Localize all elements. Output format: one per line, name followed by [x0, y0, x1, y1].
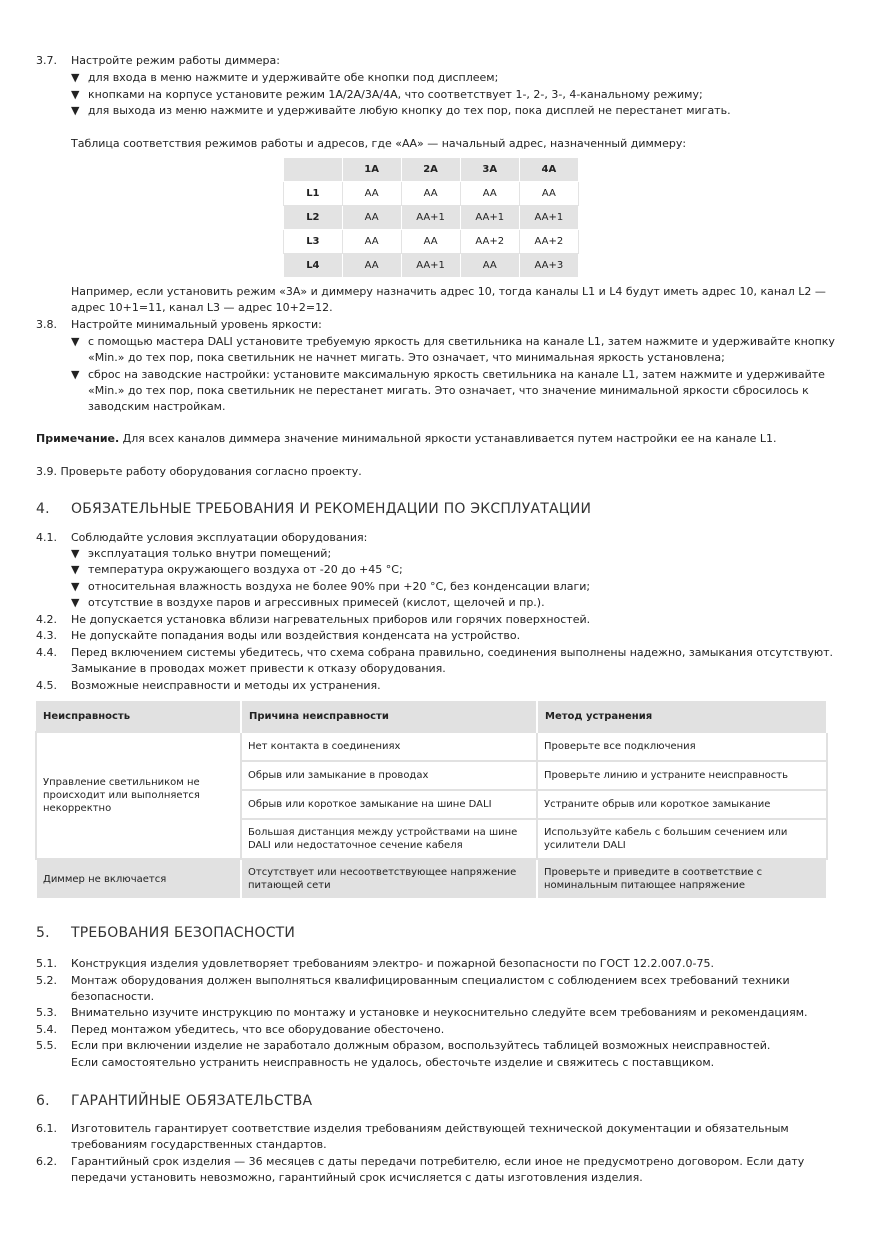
item-text: Изготовитель гарантирует соответствие изделия требованиям действующей технической документации и обязательным	[71, 1122, 789, 1135]
table-cell: AA	[342, 254, 401, 278]
section-title: ТРЕБОВАНИЯ БЕЗОПАСНОСТИ	[71, 925, 296, 941]
item-number: 4.3.	[36, 629, 57, 642]
item-number: 3.8.	[36, 318, 57, 331]
item-text: Монтаж оборудования должен выполняться квалифицированным специалистом с соблюдением всех требований техники	[71, 974, 790, 987]
item-number: 5.3.	[36, 1006, 57, 1019]
bullet-text: температура окружающего воздуха от -20 до +45 °С;	[88, 563, 403, 576]
bullet-text: «Min.» до тех пор, пока светильник не начнет мигать. Это означает, что минимальная яркость установлена;	[88, 351, 725, 364]
table-header-cell: Причина неисправности	[241, 701, 537, 732]
triangle-bullet-icon: ▼	[71, 580, 80, 593]
mode-address-table	[283, 157, 579, 278]
cause-cell: Нет контакта в соединениях	[241, 732, 537, 761]
item-text: Замыкание в проводах может привести к отказу оборудования.	[71, 662, 446, 675]
bullet-text: для выхода из меню нажмите и удерживайте любую кнопку до тех пор, пока дисплей не перестанет мигать.	[88, 104, 731, 117]
triangle-bullet-icon: ▼	[71, 547, 80, 560]
table-cell: AA+1	[401, 254, 460, 278]
bullet-text: с помощью мастера DALI установите требуемую яркость для светильника на канале L1, затем нажмите и удерживайте кнопку	[88, 335, 835, 348]
table-header-row	[36, 701, 827, 732]
item-number: 6.2.	[36, 1155, 57, 1168]
item-3-9: 3.9. Проверьте работу оборудования согласно проекту.	[36, 465, 362, 478]
table-cell: AA+2	[460, 230, 519, 254]
triangle-bullet-icon: ▼	[71, 596, 80, 609]
table-header-cell: Неисправность	[36, 701, 241, 732]
fix-cell: Устраните обрыв или короткое замыкание	[537, 790, 827, 819]
triangle-bullet-icon: ▼	[71, 71, 80, 84]
table-cell: 3A	[460, 158, 519, 182]
section-title: ОБЯЗАТЕЛЬНЫЕ ТРЕБОВАНИЯ И РЕКОМЕНДАЦИИ ПО ЭКСПЛУАТАЦИИ	[71, 501, 592, 517]
item-text: Не допускается установка вблизи нагревательных приборов или горячих поверхностей.	[71, 613, 591, 626]
fault-cell: Диммер не включается	[36, 859, 241, 899]
example-text: Например, если установить режим «3А» и диммеру назначить адрес 10, тогда каналы L1 и L4 будут иметь адрес 10, канал L2 —	[71, 285, 826, 298]
table-cell: AA+1	[460, 206, 519, 230]
cause-cell: Обрыв или короткое замыкание на шине DALI	[241, 790, 537, 819]
table-cell: AA+1	[519, 206, 578, 230]
note	[36, 431, 777, 447]
table-cell: AA	[342, 206, 401, 230]
item-number: 4.5.	[36, 679, 57, 692]
note-label: Примечание.	[36, 432, 120, 445]
table-cell: 4A	[519, 158, 578, 182]
item-text: передачи установить невозможно, гарантийный срок исчисляется с даты изготовления изделия.	[71, 1171, 643, 1184]
fix-cell: Проверьте линию и устраните неисправность	[537, 761, 827, 790]
item-text: Настройте минимальный уровень яркости:	[71, 318, 322, 331]
item-text: Не допускайте попадания воды или воздействия конденсата на устройство.	[71, 629, 521, 642]
bullet-text: эксплуатация только внутри помещений;	[88, 547, 332, 560]
table-cell: AA	[519, 182, 578, 206]
section-number: 6.	[36, 1093, 50, 1109]
bullet-text: заводским настройкам.	[88, 400, 226, 413]
table-cell: L2	[284, 206, 343, 230]
table-cell: AA+2	[519, 230, 578, 254]
table-row	[284, 206, 579, 230]
table-cell: L4	[284, 254, 343, 278]
cause-cell: Отсутствует или несоответствующее напряжение питающей сети	[241, 859, 537, 899]
triangle-bullet-icon: ▼	[71, 335, 80, 348]
section-title: ГАРАНТИЙНЫЕ ОБЯЗАТЕЛЬСТВА	[71, 1093, 313, 1109]
table-row	[284, 254, 579, 278]
item-text: Гарантийный срок изделия — 36 месяцев с даты передачи потребителю, если иное не предусмотрено договором. Если дату	[71, 1155, 805, 1168]
item-text: Соблюдайте условия эксплуатации оборудования:	[71, 531, 368, 544]
fault-cell: Управление светильником не происходит или выполняется некорректно	[36, 732, 241, 859]
item-number: 5.2.	[36, 974, 57, 987]
table-cell	[284, 158, 343, 182]
note-text: Для всех каналов диммера значение минимальной яркости устанавливается путем настройки ее на канале L1.	[119, 432, 777, 445]
section-number: 5.	[36, 925, 50, 941]
fix-cell: Проверьте и приведите в соответствие с номинальным питающее напряжение	[537, 859, 827, 899]
table-row	[36, 732, 827, 761]
item-text: Конструкция изделия удовлетворяет требованиям электро- и пожарной безопасности по ГОСТ 12.2.007.0-75.	[71, 957, 714, 970]
item-number: 5.4.	[36, 1023, 57, 1036]
table-cell: AA	[401, 182, 460, 206]
bullet-text: сброс на заводские настройки: установите максимальную яркость светильника на канале L1, затем нажмите и удерживайте	[88, 368, 825, 381]
item-text: Если самостоятельно устранить неисправность не удалось, обесточьте изделие и свяжитесь с поставщиком.	[71, 1056, 715, 1069]
item-text: Если при включении изделие не заработало должным образом, воспользуйтесь таблицей возможных неисправностей.	[71, 1039, 771, 1052]
example-text: адрес 10+1=11, канал L3 — адрес 10+2=12.	[71, 301, 333, 314]
table-header-cell: Метод устранения	[537, 701, 827, 732]
item-number: 3.7.	[36, 54, 57, 67]
item-number: 4.4.	[36, 646, 57, 659]
bullet-text: кнопками на корпусе установите режим 1А/2А/3А/4А, что соответствует 1-, 2-, 3-, 4-канальному режиму;	[88, 88, 703, 101]
item-number: 6.1.	[36, 1122, 57, 1135]
table-cell: AA	[342, 230, 401, 254]
table-cell: AA	[401, 230, 460, 254]
faults-table	[35, 701, 828, 900]
item-text: Перед включением системы убедитесь, что схема собрана правильно, соединения выполнены надежно, замыкания отсутствуют.	[71, 646, 834, 659]
item-number: 4.1.	[36, 531, 57, 544]
cause-cell: Большая дистанция между устройствами на шине DALI или недостаточное сечение кабеля	[241, 819, 537, 859]
table-header-row	[284, 158, 579, 182]
item-number: 4.2.	[36, 613, 57, 626]
item-text: безопасности.	[71, 990, 155, 1003]
bullet-text: для входа в меню нажмите и удерживайте обе кнопки под дисплеем;	[88, 71, 499, 84]
triangle-bullet-icon: ▼	[71, 368, 80, 381]
table-cell: AA+3	[519, 254, 578, 278]
table-cell: L1	[284, 182, 343, 206]
fix-cell: Используйте кабель с большим сечением или усилители DALI	[537, 819, 827, 859]
fix-cell: Проверьте все подключения	[537, 732, 827, 761]
table-cell: L3	[284, 230, 343, 254]
table-row	[36, 859, 827, 899]
item-text: Настройте режим работы диммера:	[71, 54, 280, 67]
table-cell: AA	[342, 182, 401, 206]
section-number: 4.	[36, 501, 50, 517]
item-text: Перед монтажом убедитесь, что все оборудование обесточено.	[71, 1023, 445, 1036]
item-text: Внимательно изучите инструкцию по монтажу и установке и неукоснительно следуйте всем требованиям и рекомендациям.	[71, 1006, 808, 1019]
table-cell: AA	[460, 254, 519, 278]
table-cell: AA+1	[401, 206, 460, 230]
table-row	[284, 230, 579, 254]
bullet-text: «Min.» до тех пор, пока светильник не перестанет мигать. Это означает, что значение минимальной яркости сбросилось к	[88, 384, 809, 397]
triangle-bullet-icon: ▼	[71, 104, 80, 117]
bullet-text: отсутствие в воздухе паров и агрессивных примесей (кислот, щелочей и пр.).	[88, 596, 545, 609]
item-text: требованиям государственных стандартов.	[71, 1138, 327, 1151]
cause-cell: Обрыв или замыкание в проводах	[241, 761, 537, 790]
table-cell: AA	[460, 182, 519, 206]
item-text: Возможные неисправности и методы их устранения.	[71, 679, 381, 692]
table-row	[284, 182, 579, 206]
item-number: 5.1.	[36, 957, 57, 970]
table-caption-text: Таблица соответствия режимов работы и адресов, где «АА» — начальный адрес, назначенный диммеру:	[71, 137, 687, 150]
bullet-text: относительная влажность воздуха не более 90% при +20 °С, без конденсации влаги;	[88, 580, 591, 593]
table-cell: 1A	[342, 158, 401, 182]
item-number: 5.5.	[36, 1039, 57, 1052]
table-cell: 2A	[401, 158, 460, 182]
triangle-bullet-icon: ▼	[71, 563, 80, 576]
triangle-bullet-icon: ▼	[71, 88, 80, 101]
